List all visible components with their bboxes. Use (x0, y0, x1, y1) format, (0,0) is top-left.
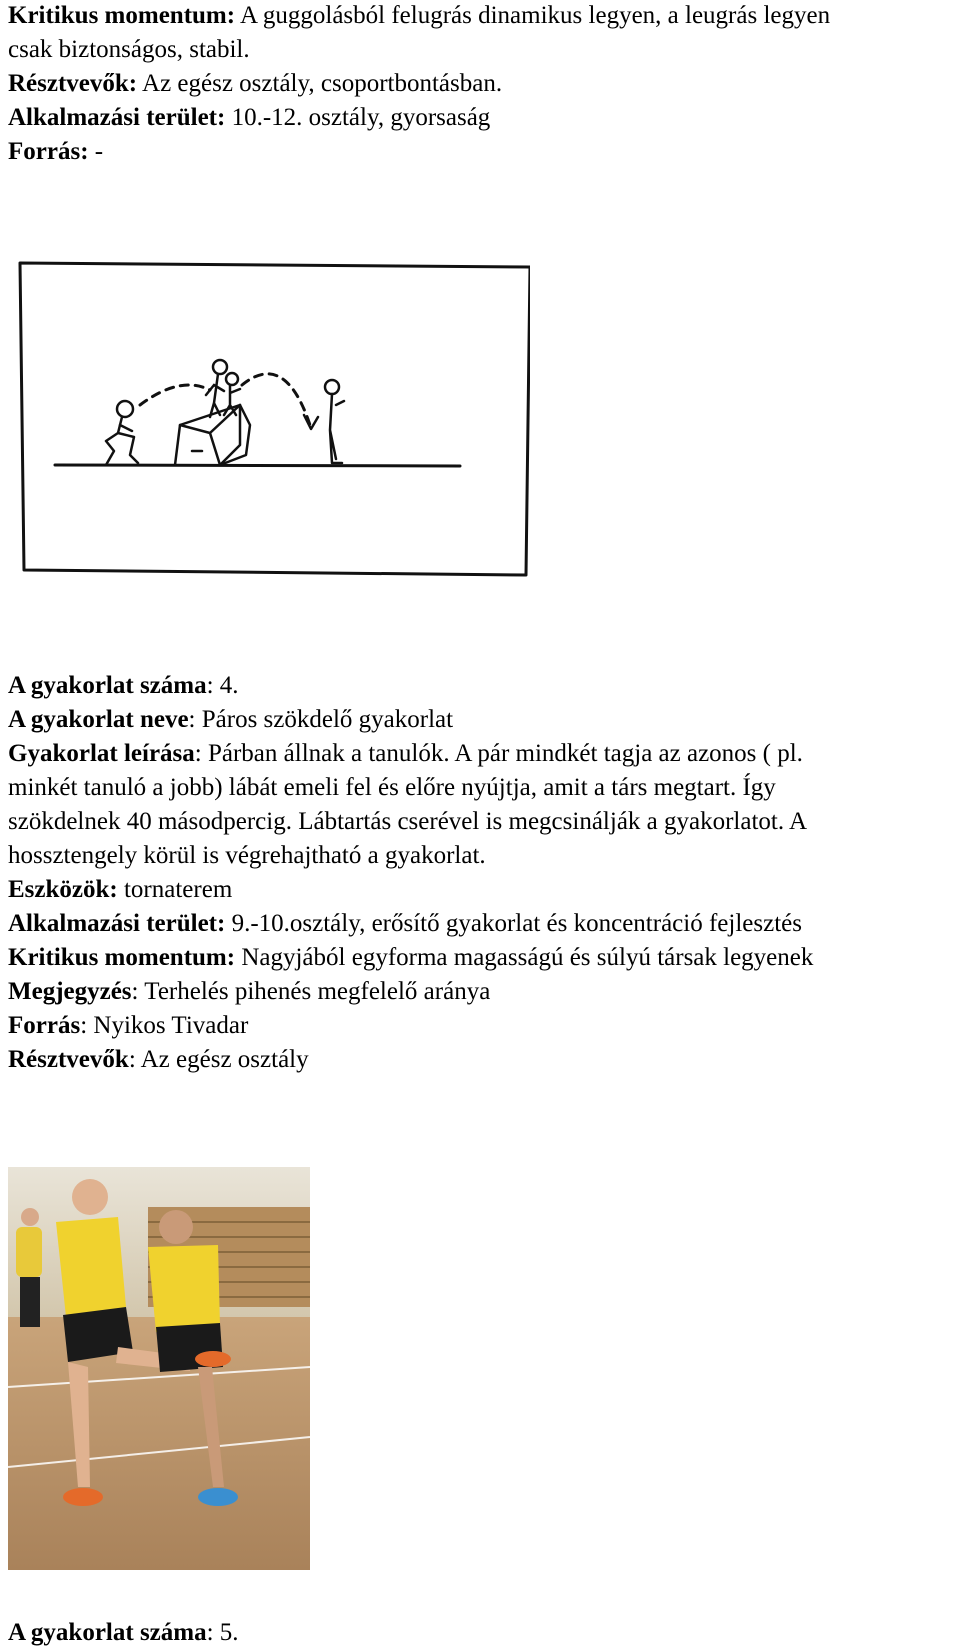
exercise4-number-value: : 4. (206, 672, 239, 699)
exercise4-note-value: : Terhelés pihenés megfelelő aránya (131, 978, 491, 1005)
exercise4-number-line (8, 670, 239, 702)
exercise5-number-value: : 5. (206, 1619, 239, 1646)
landed-figure (325, 380, 344, 463)
kritikus-momentum-line (8, 0, 830, 32)
exercise4-name-label: A gyakorlat neve (8, 706, 189, 733)
exercise4-description-text-4: hossztengely körül is végrehajtható a gyakorlat. (8, 842, 486, 869)
exercise4-description-line (8, 738, 803, 770)
forras-text: - (88, 138, 104, 165)
exercise4-description-text-3: szökdelnek 40 másodpercig. Lábtartás cserével is megcsinálják a gyakorlatot. A (8, 808, 808, 835)
exercise4-number-label: A gyakorlat száma (8, 672, 207, 699)
alkalmazasi-terulet-text: 10.-12. osztály, gyorsaság (225, 104, 491, 131)
sketch-frame (20, 263, 530, 575)
exercise4-note-line (8, 976, 490, 1008)
exercise-sketch (10, 255, 530, 581)
exercise4-equipment-line (8, 874, 232, 906)
left-person-head (72, 1179, 108, 1215)
exercise4-application-value: 9.-10.osztály, erősítő gyakorlat és koncentráció fejlesztés (225, 910, 802, 937)
resztvevok-line (8, 68, 502, 100)
resztvevok-label: Résztvevők: (8, 70, 138, 97)
exercise4-description-label: Gyakorlat leírása (8, 740, 195, 767)
exercise4-critical-line (8, 942, 813, 974)
exercise4-participants-label: Résztvevők (8, 1046, 129, 1073)
kritikus-momentum-label: Kritikus momentum: (8, 2, 236, 29)
jump-arc-right (242, 374, 310, 425)
exercise4-description-text-2: minkét tanuló a jobb) lábát emeli fel és előre nyújtja, amit a társ megtart. Így (8, 774, 776, 801)
alkalmazasi-terulet-label: Alkalmazási terület: (8, 104, 226, 131)
exercise4-application-line (8, 908, 802, 940)
alkalmazasi-terulet-line (8, 102, 490, 134)
crouching-figure (106, 401, 138, 465)
kritikus-momentum-continued: csak biztonságos, stabil. (8, 36, 250, 63)
right-person-head (159, 1210, 193, 1244)
exercise4-name-line (8, 704, 453, 736)
vaulting-box (175, 405, 250, 465)
exercise4-description-text-1: : Párban állnak a tanulók. A pár mindkét tagja az azonos ( pl. (194, 740, 803, 767)
forras-label: Forrás: (8, 138, 89, 165)
exercise4-application-label: Alkalmazási terület: (8, 910, 226, 937)
exercise4-source-line (8, 1010, 248, 1042)
exercise5-number-label: A gyakorlat száma (8, 1619, 207, 1646)
exercise4-note-label: Megjegyzés (8, 978, 132, 1005)
jump-arc-left (140, 385, 210, 405)
sketch-ground (55, 465, 460, 466)
exercise4-name-value: : Páros szökdelő gyakorlat (188, 706, 454, 733)
exercise5-number-line (8, 1617, 239, 1649)
exercise4-participants-line (8, 1044, 309, 1076)
forras-line (8, 136, 103, 168)
right-person-shirt (148, 1245, 220, 1332)
exercise4-source-value: : Nyikos Tivadar (80, 1012, 249, 1039)
kritikus-momentum-text: A guggolásból felugrás dinamikus legyen, a leugrás legyen (235, 2, 831, 29)
exercise4-source-label: Forrás (8, 1012, 81, 1039)
exercise4-critical-label: Kritikus momentum: (8, 944, 236, 971)
landing-arrow (304, 415, 318, 429)
exercise-photo (8, 1167, 310, 1570)
exercise4-equipment-value: tornaterem (117, 876, 233, 903)
resztvevok-text: Az egész osztály, csoportbontásban. (137, 70, 503, 97)
exercise4-equipment-label: Eszközök: (8, 876, 118, 903)
exercise4-participants-value: : Az egész osztály (128, 1046, 309, 1073)
exercise4-critical-value: Nagyjából egyforma magasságú és súlyú társak legyenek (235, 944, 814, 971)
left-person-shirt (56, 1217, 126, 1317)
